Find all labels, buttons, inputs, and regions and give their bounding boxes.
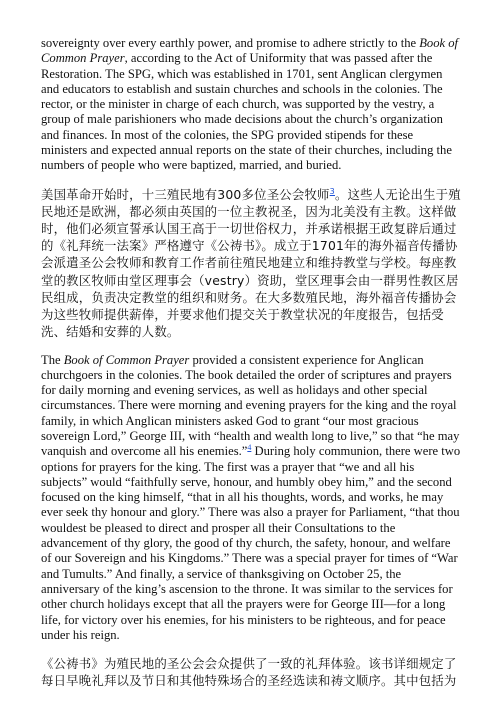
paragraph-text: 。这些人无论出生于殖民地还是欧洲，都必须由英国的一位主教祝圣，因为北美没有主教。这样做时，他们必须宣誓承认国王高于一切世俗权力，并承诺根据王政复辟后通过的《礼拜统一法案》严格遵守《公祷书》。成立于1701年的海外福音传播协会派遣圣公会牧师和教育工作者前往殖民地建立和维持教堂与学校。每座教堂的教区牧师由堂区理事会（vestry）资助，堂区理事会由一群男性教区居民组成，负责决定教堂的组织和财务。在大多数殖民地，海外福音传播协会为这些牧师提供薪俸，并要求他们提交关于教堂状况的年度报告，包括受洗、结婚和安葬的人数。 [41,186,461,340]
paragraph-text: , according to the Act of Uniformity that was passed after the Restoration. The SPG, which was established in 1701, sent Anglican clergymen and educators to establish and sustain churches and schools in the colonies. The rector, or the minister in charge of each church, was supported by the vestry, a group of male parishioners who made decisions about the church’s organization and finances. In most of the colonies, the SPG provided stipends for these ministers and expected annual reports on the state of their churches, including the numbers of people who were baptized, married, and buried. [41,51,452,173]
paragraph-chinese-1 [41,186,462,341]
paragraph-chinese-2 [41,655,462,689]
document-page [41,36,462,690]
paragraph-text: The [41,352,64,367]
paragraph-text: 《公祷书》为殖民地的圣公会会众提供了一致的礼拜体验。该书详细规定了每日早晚礼拜以及节日和其他特殊场合的圣经选读和祷文顺序。其中包括为 [41,656,457,689]
footnote-link-3[interactable]: 3 [329,186,335,196]
book-title-italic: Book of Common Prayer [41,36,459,66]
book-title-italic: Book of Common Prayer [63,352,190,367]
paragraph-text: 美国革命开始时，十三殖民地有300多位圣公会牧师 [41,186,330,202]
paragraph-text: provided a consistent experience for Anglican churchgoers in the colonies. The book detailed the order of scriptures and prayers for daily morning and evening services, as well as holidays and other special circumstances. There were morning and evening prayers for the king and the royal family, in which Anglican ministers asked God to grant “our most gracious sovereign Lord,” George III, with “health and wealth long to live,” so that “he may vanquish and overcome all his enemies.” [41,352,460,459]
footnote-link-4[interactable]: 4 [247,443,252,453]
paragraph-english-2 [41,353,462,644]
paragraph-text: During holy communion, there were two options for prayers for the king. The first was a prayer that “we and all his subjects” would “faithfully serve, honour, and humbly obey him,” and the second focused on the king himself, “that in all his thoughts, words, and works, he may ever seek thy honour and glory.” There was also a prayer for Parliament, “that thou wouldest be pleased to direct and prosper all their Consultations to the advancement of thy glory, the good of thy church, the safety, honour, and welfare of our Sovereign and his Kingdoms.” There was a special prayer for times of “War and Tumults.” And finally, a service of thanksgiving on October 25, the anniversary of the king’s ascension to the throne. It was similar to the services for other church holidays except that all the prayers were for George III—for a long life, for victory over his enemies, for his ministers to be righteous, and for peace under his reign. [41,444,461,642]
paragraph-english-1 [41,36,462,174]
paragraph-text: sovereignty over every earthly power, and promise to adhere strictly to the [41,36,420,50]
